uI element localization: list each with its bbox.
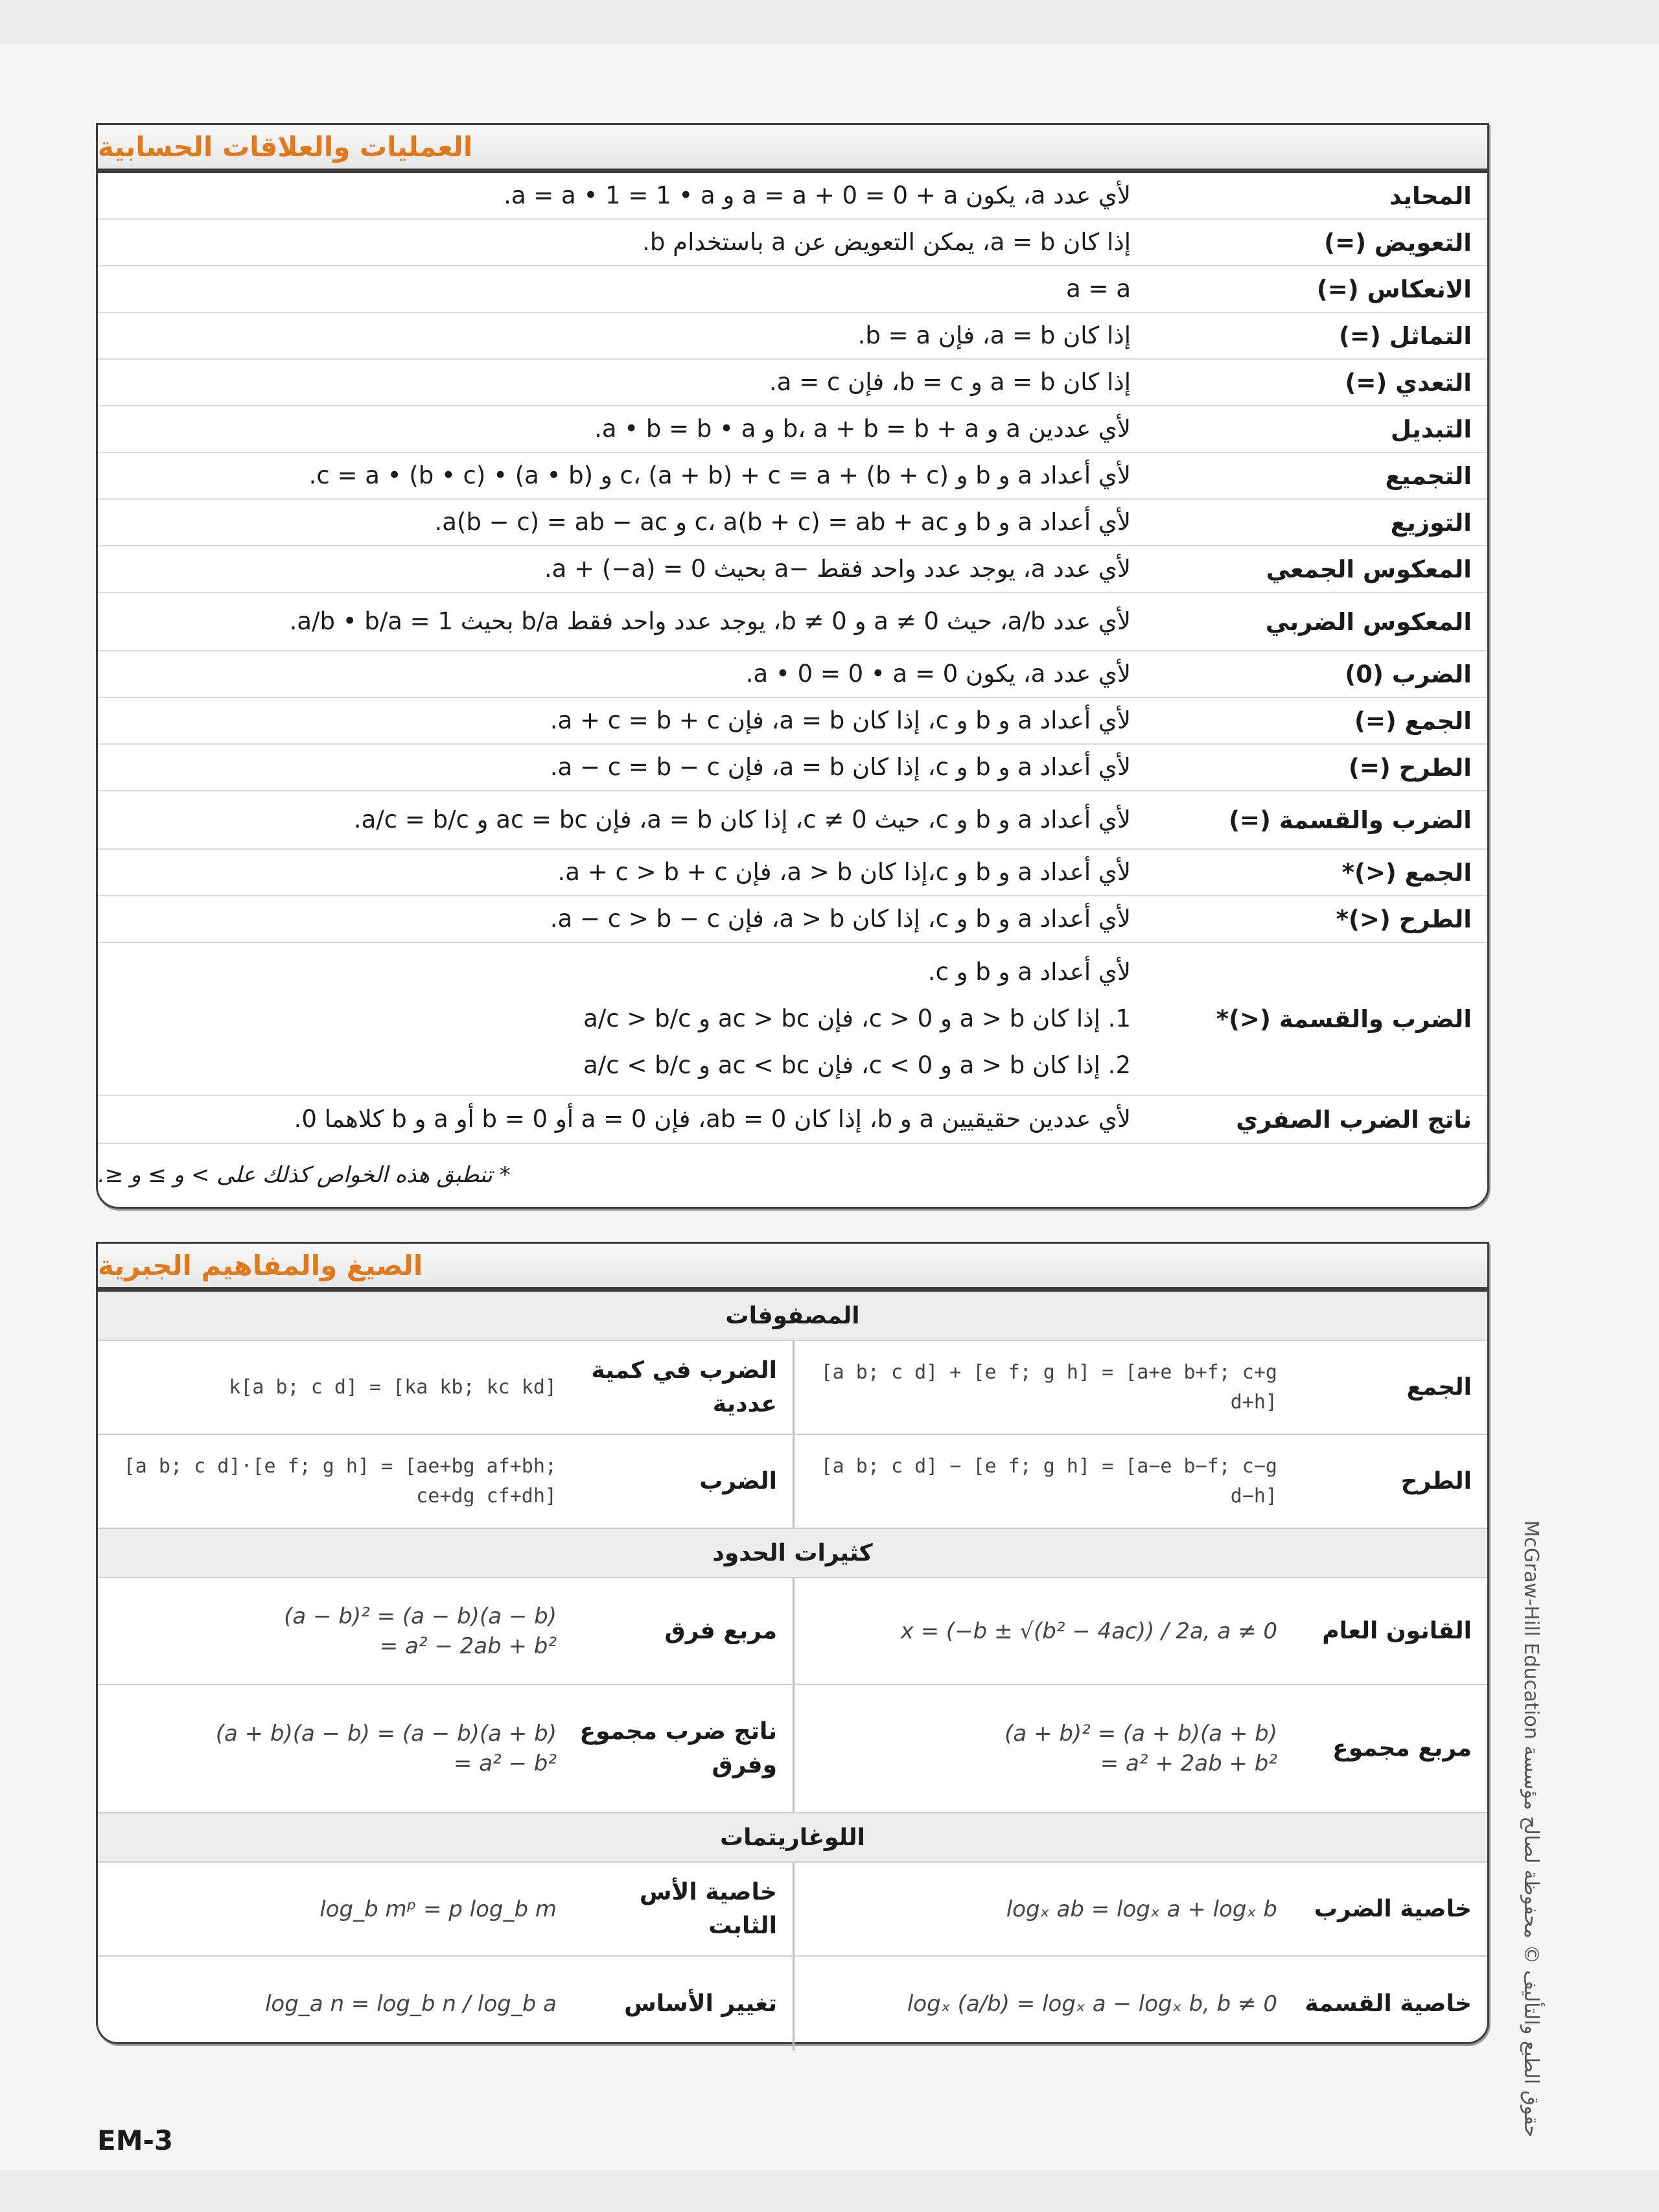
description-line: لأي أعداد a و b و c، إذا كان a = b، فإن a + c = b + c. [550, 706, 1131, 734]
description-line: لأي عددين حقيقيين a و b، إذا كان ab = 0، فإن a = 0 أو b = 0 أو a و b كلاهما 0. [294, 1105, 1131, 1133]
section-title: الصيغ والمفاهيم الجبرية [98, 1244, 1487, 1292]
property-description [98, 896, 1163, 942]
property-description [98, 499, 1163, 546]
property-row [98, 593, 1487, 651]
formula-label: خاصية الضرب [1314, 1895, 1472, 1922]
formula-cell [98, 1435, 793, 1528]
formula-label: الضرب [699, 1467, 777, 1495]
formula-cell [793, 1578, 1487, 1684]
formula-label: تغيير الأساس [624, 1990, 777, 2017]
property-description [98, 697, 1163, 744]
description-line: لأي أعداد a و b و c، إذا كان a = b، فإن a − c = b − c. [550, 753, 1131, 781]
property-row [98, 791, 1487, 850]
formula-label: القانون العام [1322, 1617, 1472, 1644]
description-line: 2. إذا كان a > b و c < 0، فإن ac < bc و a/c < b/c [583, 1051, 1131, 1079]
property-row [98, 745, 1487, 791]
property-row [98, 406, 1487, 453]
algebra-formulas-section [96, 1242, 1489, 2044]
property-description [98, 949, 1163, 1089]
formula-cell [98, 1957, 793, 2051]
formula-label: الضرب في كمية عددية [591, 1356, 777, 1417]
description-line: لأي عدد a، يكون a = a + 0 = 0 + a و a = a • 1 = 1 • a. [504, 181, 1131, 209]
description-line: لأي أعداد a و b و c. [927, 958, 1131, 986]
property-description [98, 849, 1163, 896]
property-row [98, 220, 1487, 266]
formula-row [98, 1957, 1487, 2051]
formula-label: مربع مجموع [1332, 1735, 1472, 1762]
polynomials-heading: كثيرات الحدود [98, 1529, 1487, 1578]
property-description [98, 651, 1163, 697]
property-row [98, 266, 1487, 313]
property-row [98, 313, 1487, 360]
description-line: لأي أعداد a و b و c، إذا كان a > b، فإن a − c > b − c. [550, 905, 1131, 933]
property-description [98, 744, 1163, 791]
formula-label: خاصية القسمة [1305, 1990, 1472, 2017]
formula: (a + b)² = (a + b)(a + b) = a² + 2ab + b² [1004, 1721, 1277, 1776]
property-name: التعويض (=) [1324, 228, 1472, 257]
property-description [98, 1096, 1163, 1143]
property-name: التجميع [1385, 461, 1472, 490]
formula-row [98, 1341, 1487, 1435]
property-name: التوزيع [1390, 508, 1472, 537]
page-number: EM-3 [97, 2125, 174, 2156]
property-name: الجمع (=) [1354, 706, 1472, 735]
property-row [98, 546, 1487, 593]
description-line: لأي عدد a، يوجد عدد واحد فقط −a بحيث a + (−a) = 0. [544, 555, 1131, 583]
property-name: الضرب والقسمة (=) [1229, 806, 1472, 834]
formula-label: خاصية الأس الثابت [639, 1878, 777, 1939]
arithmetic-properties-section [96, 123, 1489, 1209]
description-line: لأي أعداد a و b و c،إذا كان a > b، فإن a + c > b + c. [557, 858, 1131, 886]
description-line: إذا كان a = b و b = c، فإن a = c. [769, 368, 1131, 396]
property-name: الجمع (<)* [1341, 858, 1472, 887]
property-name: الانعكاس (=) [1316, 275, 1472, 303]
property-description [98, 312, 1163, 359]
formula: (a − b)² = (a − b)(a − b) = a² − 2ab + b² [284, 1603, 557, 1659]
formula: [a b; c d] − [e f; g h] = [a−e b−f; c−g d−h] [820, 1454, 1277, 1508]
description-line: لأي عدد a، يكون a • 0 = 0 • a = 0. [745, 660, 1131, 688]
matrices-heading: المصفوفات [98, 1292, 1487, 1341]
property-row [98, 500, 1487, 546]
formula-label: الجمع [1406, 1373, 1472, 1401]
property-name: الضرب والقسمة (<)* [1216, 1005, 1472, 1033]
formula-cell [98, 1685, 793, 1812]
property-description [98, 219, 1163, 266]
footnote: * تنطبق هذه الخواص كذلك على > و ≥ و ≤. [98, 1143, 1487, 1206]
formula-cell [98, 1863, 793, 1955]
property-description [98, 452, 1163, 499]
property-name: المحايد [1389, 181, 1472, 210]
property-row [98, 943, 1487, 1096]
formula-row [98, 1863, 1487, 1957]
property-name: التبديل [1390, 415, 1472, 443]
properties-table [98, 173, 1487, 1143]
property-row [98, 173, 1487, 220]
property-description [98, 406, 1163, 452]
property-row [98, 1096, 1487, 1143]
formula-label: مربع فرق [664, 1617, 777, 1644]
copyright-credit: حقوق الطبع والتأليف © محفوظة لصالح مؤسسة McGraw-Hill Education [1520, 1520, 1542, 2137]
formula-label: الطرح [1400, 1467, 1472, 1495]
formula-cell [793, 1863, 1487, 1955]
property-row [98, 850, 1487, 896]
description-line: لأي أعداد a و b و c، (a + b) + c = a + (b + c) و (a • b) • c = a • (b • c). [308, 461, 1131, 489]
property-name: الطرح (=) [1348, 753, 1472, 782]
property-description [98, 797, 1163, 843]
description-line: إذا كان a = b، فإن b = a. [857, 321, 1131, 349]
property-description [98, 359, 1163, 406]
property-name: التماثل (=) [1339, 321, 1472, 350]
property-description [98, 172, 1163, 219]
formula-cell [793, 1341, 1487, 1434]
property-name: التعدي (=) [1345, 368, 1472, 397]
formula-row [98, 1435, 1487, 1529]
formula: logₓ (a/b) = logₓ a − logₓ b, b ≠ 0 [907, 1990, 1277, 2017]
formula-cell [793, 1435, 1487, 1528]
property-name: الضرب (0) [1345, 660, 1472, 688]
property-row [98, 360, 1487, 406]
formula-row [98, 1685, 1487, 1813]
description-line: 1. إذا كان a > b و c > 0، فإن ac > bc و a/c > b/c [583, 1005, 1131, 1032]
description-line: لأي عدد a/b، حيث a ≠ 0 و b ≠ 0، يوجد عدد واحد فقط b/a بحيث a/b • b/a = 1. [289, 607, 1131, 635]
description-line: إذا كان a = b، يمكن التعويض عن a باستخدام b. [642, 228, 1131, 256]
page [0, 44, 1659, 2170]
formula-row [98, 1578, 1487, 1685]
formula-cell [793, 1685, 1487, 1812]
formula: [a b; c d]·[e f; g h] = [ae+bg af+bh; ce+dg cf+dh] [123, 1454, 557, 1508]
property-row [98, 698, 1487, 745]
formula: k[a b; c d] = [ka kb; kc kd] [229, 1375, 557, 1399]
formula-cell [793, 1957, 1487, 2051]
formula: logₓ ab = logₓ a + logₓ b [1006, 1896, 1277, 1922]
description-line: لأي أعداد a و b و c، حيث c ≠ 0، إذا كان a = b، فإن ac = bc و a/c = b/c. [353, 806, 1131, 833]
property-name: ناتج الضرب الصفري [1236, 1105, 1472, 1134]
property-row [98, 651, 1487, 698]
formula: x = (−b ± √(b² − 4ac)) / 2a, a ≠ 0 [900, 1618, 1277, 1644]
formula: log_b mᵖ = p log_b m [319, 1896, 557, 1922]
property-name: المعكوس الضربي [1265, 607, 1472, 636]
formula-cell [98, 1341, 793, 1434]
property-description [98, 598, 1163, 645]
description-line: لأي عددين a و b، a + b = b + a و a • b = b • a. [594, 415, 1131, 443]
property-row [98, 453, 1487, 500]
formula: [a b; c d] + [e f; g h] = [a+e b+f; c+g d+h] [820, 1360, 1277, 1414]
formula: (a + b)(a − b) = (a − b)(a + b) = a² − b² [215, 1721, 557, 1776]
property-description [98, 266, 1163, 312]
property-name: الطرح (<)* [1336, 905, 1472, 933]
formula: log_a n = log_b n / log_b a [264, 1990, 557, 2017]
section-title: العمليات والعلاقات الحسابية [98, 125, 1487, 173]
property-row [98, 896, 1487, 943]
formula-cell [98, 1578, 793, 1684]
logarithms-heading: اللوغاريتمات [98, 1813, 1487, 1863]
description-line: a = a [1066, 275, 1131, 303]
description-line: لأي أعداد a و b و c، a(b + c) = ab + ac و a(b − c) = ab − ac. [434, 508, 1131, 536]
property-name: المعكوس الجمعي [1266, 555, 1472, 583]
formula-label: ناتج ضرب مجموع وفرق [579, 1718, 777, 1778]
property-description [98, 546, 1163, 592]
